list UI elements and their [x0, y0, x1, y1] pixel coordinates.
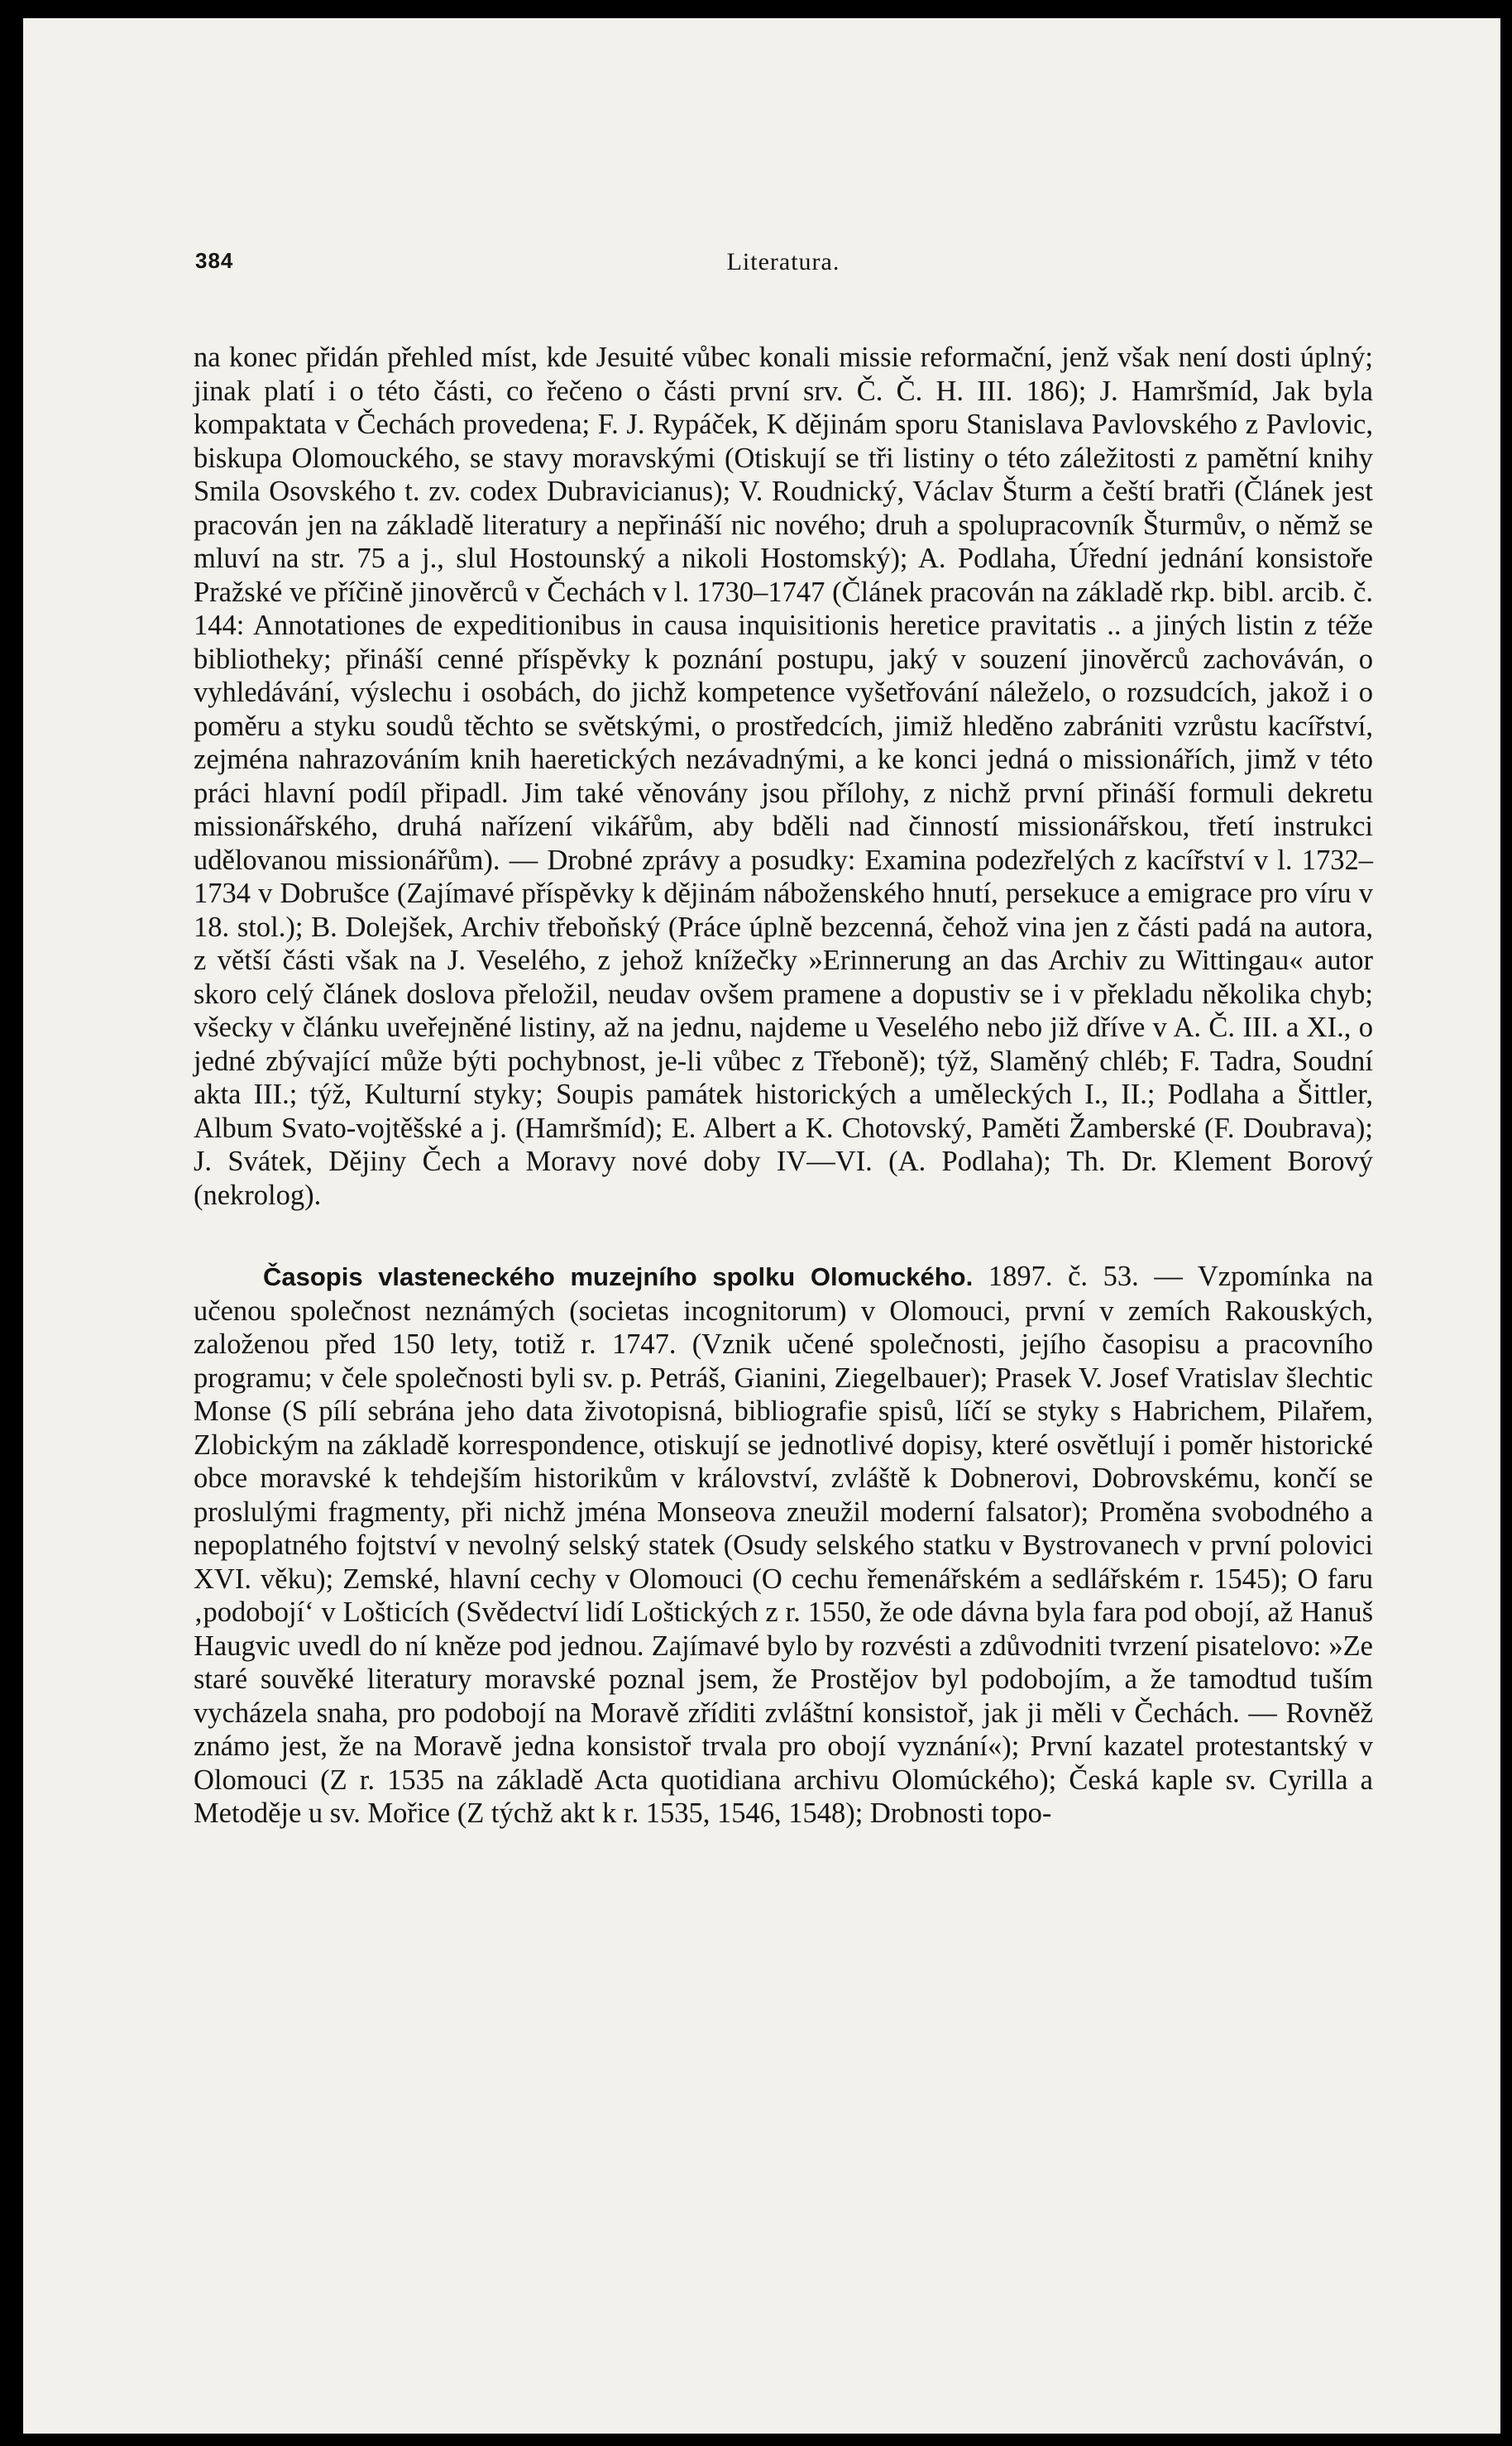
paragraph-continuation: na konec přidán přehled míst, kde Jesuité vůbec konali missie reformační, jenž však není dosti úplný; jinak platí i o této části, co řečeno o části první srv. Č. Č. H. III. 186); J. Hamršmíd, Jak byla kompaktata v Čechách provedena; F. J. Rypáček, K dějinám sporu Stanislava Pavlovského z Pavlovic, biskupa Olomouckého, se stavy moravskými (Otiskují se tři listiny o této záležitosti z pamětní knihy Smila Osovského t. zv. codex Dubravicianus); V. Roudnický, Václav Šturm a čeští bratři (Článek jest pracován jen na základě literatury a nepřináší nic nového; druh a spolupracovník Šturmův, o němž se mluví na str. 75 a j., slul Hostounský a nikoli Hostomský); A. Podlaha, Úřední jednání konsistoře Pražské ve příčině jinověrců v Čechách v l. 1730–1747 (Článek pracován na základě rkp. bibl. arcib. č. 144: Annotationes de expeditionibus in causa inquisitionis heretice pravitatis .. a jiných listin z téže bibliotheky; přináší cenné příspěvky k poznání postupu, jaký v souzení jinověrců zachováván, o vyhledávání, výslechu i osobách, do jichž kompetence vyšetřování náleželo, o rozsudcích, jakož i o poměru a styku soudů těchto se světskými, o prostředcích, jimiž hleděno zabrániti vzrůstu kacířství, zejména nahrazováním knih haeretických nezávadnými, a ke konci jedná o missionářích, jimž v této práci hlavní podíl připadl. Jim také věnovány jsou přílohy, z nichž první přináší formuli dekretu missionářského, druhá nařízení vikářům, aby bděli nad činností missionářskou, třetí instrukci udělovanou missionářům). — Drobné zprávy a posudky: Examina podezřelých z kacířství v l. 1732–1734 v Dobrušce (Zajímavé příspěvky k dějinám náboženského hnutí, persekuce a emigrace pro víru v 18. stol.); B. Dolejšek, Archiv třeboňský (Práce úplně bezcenná, čehož vina jen z části padá na autora, z větší části však na J. Veselého, z jehož knížečky »Erinnerung an das Archiv zu Wittingau« autor skoro celý článek doslova přeložil, neudav ovšem pramene a dopustiv se i v překladu několika chyb; všecky v článku uveřejněné listiny, až na jednu, najdeme u Veselého nebo již dříve v A. Č. III. a XI., o jedné zbývající může býti pochybnost, je-li vůbec z Třeboně); týž, Slaměný chléb; F. Tadra, Soudní akta III.; týž, Kulturní styky; Soupis památek historických a uměleckých I., II.; Podlaha a Šittler, Album Svato-vojtěšské a j. (Hamršmíd); E. Albert a K. Chotovský, Paměti Žamberské (F. Doubrava); J. Svátek, Dějiny Čech a Moravy nové doby IV—VI. (A. Podlaha); Th. Dr. Klement Borový (nekrolog). — [194, 342, 1373, 1211]
running-head — [194, 248, 1373, 290]
paragraph-journal-entry — [194, 1260, 1373, 1831]
running-title: Literatura. — [726, 248, 840, 275]
journal-title: Časopis vlasteneckého muzejního spolku Olomuckého. — [263, 1262, 974, 1291]
book-page — [23, 18, 1500, 2434]
page-number: 384 — [195, 248, 234, 273]
journal-entry-text: 1897. č. 53. — Vzpomínka na učenou společnost neznámých (societas incognitorum) v Olomouci, první v zemích Rakouských, založenou před 150 lety, totiž r. 1747. (Vznik učené společnosti, jejího časopisu a pracovního programu; v čele společnosti byli sv. p. Petráš, Gianini, Ziegelbauer); Prasek V. Josef Vratislav šlechtic Monse (S pílí sebrána jeho data životopisná, bibliografie spisů, líčí se styky s Habrichem, Pilařem, Zlobickým na základě korrespondence, otiskují se jednotlivé dopisy, které osvětlují i poměr historické obce moravské k tehdejším historikům v království, zvláště k Dobnerovi, Dobrovskému, končí se proslulými fragmenty, při nichž jména Monseova zneužil moderní falsator); Proměna svobodného a nepoplatného fojtství v nevolný selský statek (Osudy selského statku v Bystrovanech v první polovici XVI. věku); Zemské, hlavní cechy v Olomouci (O cechu řemenářském a sedlářském r. 1545); O faru ‚podobojí‘ v Lošticích (Svědectví lidí Loštických z r. 1550, že ode dávna byla fara pod obojí, až Hanuš Haugvic uvedl do ní kněze pod jednou. Zajímavé bylo by rozvésti a zdůvodniti tvrzení pisatelovo: »Ze staré souvěké literatury moravské poznal jsem, že Prostějov byl podobojím, a že tamodtud tuším vycházela snaha, pro podobojí na Moravě zříditi zvláštní konsistoř, jak ji měli v Čechách. — Rovněž známo jest, že na Moravě jedna konsistoř trvala pro obojí vyznání«); První kazatel protestantský v Olomouci (Z r. 1535 na základě Acta quotidiana archivu Olomúckého); Česká kaple sv. Cyrilla a Metoděje u sv. Mořice (Z týchž akt k r. 1535, 1546, 1548); Drobnosti topo- — [194, 1261, 1374, 1829]
page-content — [194, 248, 1373, 1831]
